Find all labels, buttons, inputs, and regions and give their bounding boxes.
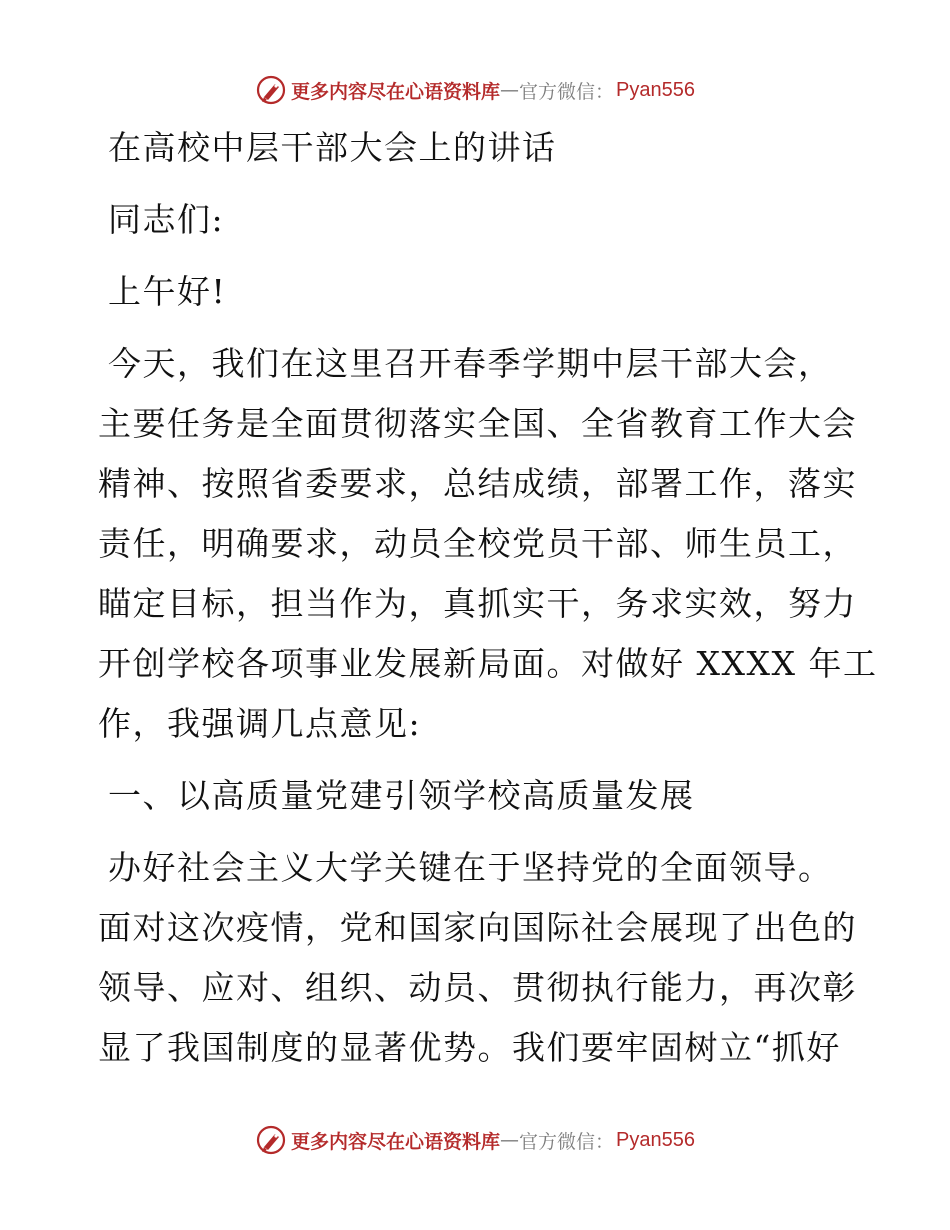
watermark-separator: — bbox=[500, 79, 520, 101]
watermark-wechat-label: 官方微信： bbox=[519, 1130, 615, 1153]
watermark-wechat-id: Pyan556 bbox=[616, 1128, 695, 1151]
paragraph-line: 主要任务是全面贯彻落实全国、全省教育工作大会 bbox=[98, 404, 857, 443]
document-body bbox=[98, 118, 878, 1078]
header-watermark bbox=[0, 73, 950, 107]
paragraph-line: 面对这次疫情，党和国家向国际社会展现了出色的 bbox=[98, 908, 857, 947]
paragraph-line: 显了我国制度的显著优势。我们要牢固树立“抓好 bbox=[98, 1028, 841, 1067]
watermark-wechat-id: Pyan556 bbox=[616, 78, 695, 101]
paragraph-line: 开创学校各项事业发展新局面。对做好 XXXX 年工 bbox=[98, 644, 878, 683]
document-title: 在高校中层干部大会上的讲话 bbox=[108, 128, 557, 167]
pen-nib-logo-icon bbox=[255, 74, 287, 106]
paragraph-line: 办好社会主义大学关键在于坚持党的全面领导。 bbox=[108, 848, 833, 887]
paragraph-line: 精神、按照省委要求，总结成绩，部署工作，落实 bbox=[98, 464, 857, 503]
pen-nib-logo-icon bbox=[255, 1124, 287, 1156]
paragraph-line: 今天，我们在这里召开春季学期中层干部大会， bbox=[108, 344, 833, 383]
footer-watermark bbox=[0, 1123, 950, 1157]
watermark-separator: — bbox=[500, 1129, 520, 1151]
watermark-wechat-label: 官方微信： bbox=[519, 80, 615, 103]
watermark-brand-text: 更多内容尽在心语资料库 bbox=[291, 1130, 501, 1153]
salutation: 同志们: bbox=[108, 200, 225, 239]
paragraph-line: 领导、应对、组织、动员、贯彻执行能力，再次彰 bbox=[98, 968, 857, 1007]
paragraph-line: 瞄定目标，担当作为，真抓实干，务求实效，努力 bbox=[98, 584, 857, 623]
paragraph-1 bbox=[98, 334, 878, 754]
section-heading-1: 一、以高质量党建引领学校高质量发展 bbox=[108, 776, 695, 815]
watermark-brand-text: 更多内容尽在心语资料库 bbox=[291, 80, 501, 103]
paragraph-line: 责任，明确要求，动员全校党员干部、师生员工， bbox=[98, 524, 857, 563]
greeting: 上午好! bbox=[108, 272, 227, 311]
paragraph-line: 作，我强调几点意见: bbox=[98, 704, 422, 743]
paragraph-2 bbox=[98, 838, 858, 1078]
